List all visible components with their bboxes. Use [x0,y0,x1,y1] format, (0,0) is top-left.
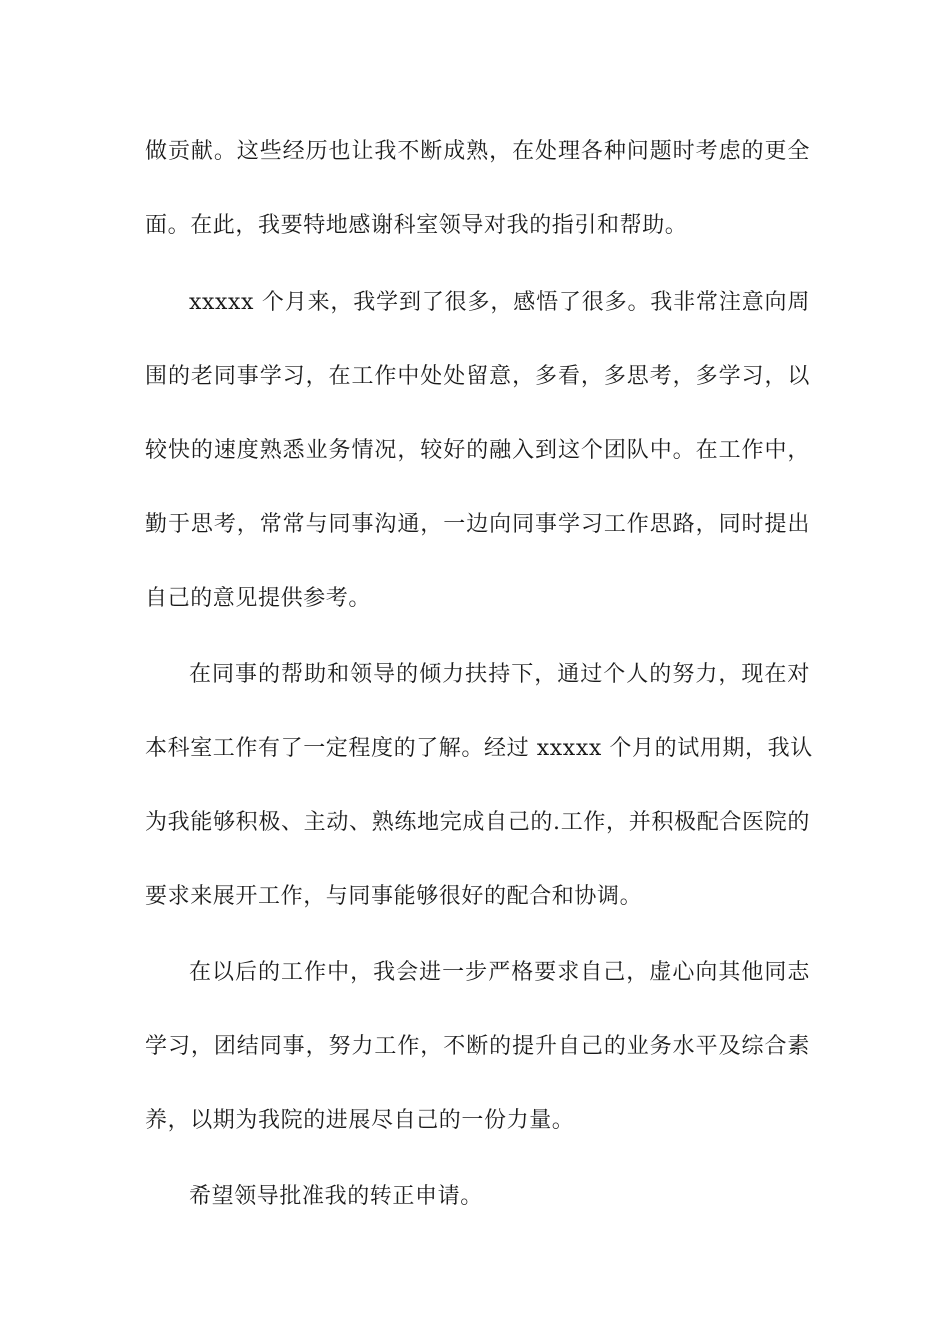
text-line: 为我能够积极、主动、熟练地完成自己的.工作，并积极配合医院的 [145,810,810,835]
text-line: 自己的意见提供参考。 [145,586,372,611]
text-line: xxxxx 个月来，我学到了很多，感悟了很多。我非常注意向周 [189,290,810,315]
text-line: 本科室工作有了一定程度的了解。经过 xxxxx 个月的试用期，我认 [145,736,813,761]
text-line: 学习，团结同事，努力工作，不断的提升自己的业务水平及综合素 [145,1034,810,1059]
text-line: 养，以期为我院的进展尽自己的一份力量。 [145,1108,575,1133]
text-line: 希望领导批准我的转正申请。 [189,1184,483,1209]
text-line: 勤于思考，常常与同事沟通，一边向同事学习工作思路，同时提出 [145,512,810,537]
text-line: 较快的速度熟悉业务情况，较好的融入到这个团队中。在工作中， [145,438,810,463]
text-line: 做贡献。这些经历也让我不断成熟，在处理各种问题时考虑的更全 [145,139,810,164]
text-line: 面。在此，我要特地感谢科室领导对我的指引和帮助。 [145,213,688,238]
text-line: 围的老同事学习，在工作中处处留意，多看，多思考，多学习，以 [145,364,810,389]
text-line: 在同事的帮助和领导的倾力扶持下，通过个人的努力，现在对 [189,662,810,687]
text-line: 在以后的工作中，我会进一步严格要求自己，虚心向其他同志 [189,960,810,985]
text-line: 要求来展开工作，与同事能够很好的配合和协调。 [145,884,643,909]
